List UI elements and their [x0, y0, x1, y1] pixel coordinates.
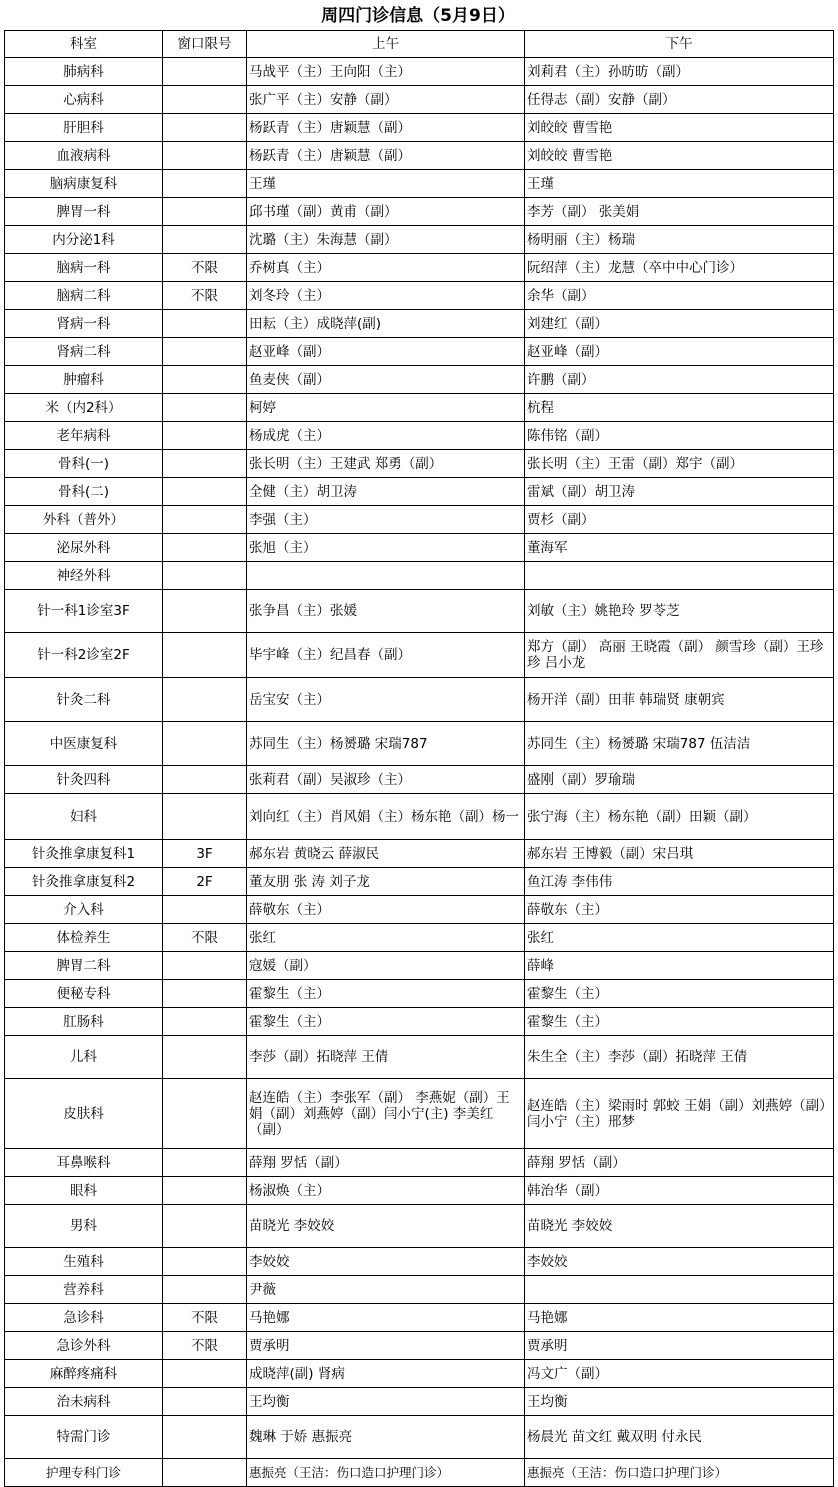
- schedule-body: [5, 58, 834, 1487]
- am-cell: 薛翔 罗恬（副）: [247, 1149, 525, 1177]
- window-cell: [163, 1079, 247, 1149]
- dept-cell: 骨科(二): [5, 478, 163, 506]
- dept-cell: 肿瘤科: [5, 366, 163, 394]
- am-cell: 杨跃青（主）唐颖慧（副）: [247, 142, 525, 170]
- window-cell: [163, 952, 247, 980]
- window-cell: [163, 534, 247, 562]
- dept-cell: 男科: [5, 1205, 163, 1248]
- am-cell: 李强（主）: [247, 506, 525, 534]
- pm-cell: 李姣姣: [525, 1248, 834, 1276]
- table-row: [5, 366, 834, 394]
- window-cell: [163, 114, 247, 142]
- dept-cell: 针灸推拿康复科1: [5, 840, 163, 868]
- pm-cell: 杨晨光 苗文红 戴双明 付永民: [525, 1416, 834, 1459]
- table-row: [5, 170, 834, 198]
- pm-cell: 杭程: [525, 394, 834, 422]
- table-row: [5, 142, 834, 170]
- window-cell: 不限: [163, 282, 247, 310]
- window-cell: [163, 1205, 247, 1248]
- window-cell: [163, 633, 247, 678]
- window-cell: [163, 394, 247, 422]
- schedule-table: [4, 30, 834, 1487]
- window-cell: [163, 590, 247, 633]
- pm-cell: 任得志（副）安静（副）: [525, 86, 834, 114]
- dept-cell: 眼科: [5, 1177, 163, 1205]
- pm-cell: 王瑾: [525, 170, 834, 198]
- dept-cell: 脑病二科: [5, 282, 163, 310]
- pm-cell: 盛刚（副）罗瑜瑞: [525, 766, 834, 794]
- pm-cell: 霍黎生（主）: [525, 980, 834, 1008]
- am-cell: 张红: [247, 924, 525, 952]
- am-cell: 张争昌（主）张媛: [247, 590, 525, 633]
- dept-cell: 针灸二科: [5, 678, 163, 722]
- table-row: [5, 58, 834, 86]
- dept-cell: 营养科: [5, 1276, 163, 1304]
- am-cell: 马艳娜: [247, 1304, 525, 1332]
- window-cell: [163, 1360, 247, 1388]
- am-cell: 张长明（主）王建武 郑勇（副）: [247, 450, 525, 478]
- dept-cell: 体检养生: [5, 924, 163, 952]
- am-cell: 邱书瑾（副）黄甫（副）: [247, 198, 525, 226]
- pm-cell: 刘皎皎 曹雪艳: [525, 114, 834, 142]
- am-cell: 寇媛（副）: [247, 952, 525, 980]
- dept-cell: 耳鼻喉科: [5, 1149, 163, 1177]
- dept-cell: 针灸四科: [5, 766, 163, 794]
- am-cell: 苗晓光 李姣姣: [247, 1205, 525, 1248]
- am-cell: 鱼麦侠（副）: [247, 366, 525, 394]
- am-cell: 赵连皓（主）李张军（副） 李燕妮（副）王娟（副）刘燕婷（副）闫小宁(主) 李美红（副）: [247, 1079, 525, 1149]
- pm-cell: 赵亚峰（副）: [525, 338, 834, 366]
- table-row: [5, 1248, 834, 1276]
- pm-cell: 许鹏（副）: [525, 366, 834, 394]
- table-row: [5, 633, 834, 678]
- table-row: [5, 86, 834, 114]
- window-cell: [163, 678, 247, 722]
- window-cell: [163, 170, 247, 198]
- table-row: [5, 1177, 834, 1205]
- pm-cell: 郝东岩 王博毅（副）宋吕琪: [525, 840, 834, 868]
- window-cell: [163, 86, 247, 114]
- pm-cell: 贾杉（副）: [525, 506, 834, 534]
- pm-cell: 杨明丽（主）杨瑞: [525, 226, 834, 254]
- am-cell: 毕宇峰（主）纪昌春（副）: [247, 633, 525, 678]
- table-row: [5, 590, 834, 633]
- pm-cell: 刘建红（副）: [525, 310, 834, 338]
- am-cell: 王瑾: [247, 170, 525, 198]
- table-row: [5, 114, 834, 142]
- table-row: [5, 1459, 834, 1487]
- dept-cell: 中医康复科: [5, 722, 163, 766]
- dept-cell: 肾病一科: [5, 310, 163, 338]
- dept-cell: 脑病康复科: [5, 170, 163, 198]
- am-cell: 李姣姣: [247, 1248, 525, 1276]
- table-row: [5, 562, 834, 590]
- dept-cell: 心病科: [5, 86, 163, 114]
- dept-cell: 骨科(一): [5, 450, 163, 478]
- window-cell: [163, 980, 247, 1008]
- table-row: [5, 1036, 834, 1079]
- am-cell: 郝东岩 黄晓云 薛淑民: [247, 840, 525, 868]
- pm-cell: 冯文广（副）: [525, 1360, 834, 1388]
- window-cell: [163, 450, 247, 478]
- pm-cell: 赵连皓（主）梁雨时 郭蛟 王娟（副）刘燕婷（副）闫小宁（主）邢梦: [525, 1079, 834, 1149]
- header-row: [5, 31, 834, 58]
- window-cell: [163, 198, 247, 226]
- am-cell: 杨淑焕（主）: [247, 1177, 525, 1205]
- dept-cell: 儿科: [5, 1036, 163, 1079]
- window-cell: [163, 794, 247, 840]
- window-cell: [163, 766, 247, 794]
- pm-cell: 薛翔 罗恬（副）: [525, 1149, 834, 1177]
- dept-cell: 急诊外科: [5, 1332, 163, 1360]
- table-row: [5, 226, 834, 254]
- dept-cell: 肺病科: [5, 58, 163, 86]
- table-row: [5, 534, 834, 562]
- table-row: [5, 868, 834, 896]
- pm-cell: 陈伟铭（副）: [525, 422, 834, 450]
- pm-cell: 张红: [525, 924, 834, 952]
- pm-cell: 薛峰: [525, 952, 834, 980]
- window-cell: [163, 366, 247, 394]
- table-row: [5, 1416, 834, 1459]
- window-cell: [163, 1416, 247, 1459]
- table-row: [5, 896, 834, 924]
- pm-cell: 马艳娜: [525, 1304, 834, 1332]
- dept-cell: 急诊科: [5, 1304, 163, 1332]
- pm-cell: 张长明（主）王雷（副）郑宇（副）: [525, 450, 834, 478]
- table-row: [5, 1079, 834, 1149]
- dept-cell: 生殖科: [5, 1248, 163, 1276]
- window-cell: [163, 1177, 247, 1205]
- window-cell: [163, 142, 247, 170]
- pm-cell: 贾承明: [525, 1332, 834, 1360]
- dept-cell: 脾胃二科: [5, 952, 163, 980]
- pm-cell: 韩治华（副）: [525, 1177, 834, 1205]
- table-row: [5, 506, 834, 534]
- pm-cell: [525, 562, 834, 590]
- pm-cell: 朱生全（主）李莎（副）拓晓萍 王倩: [525, 1036, 834, 1079]
- page-title: 周四门诊信息（5月9日）: [321, 6, 515, 26]
- table-row: [5, 1388, 834, 1416]
- am-cell: 霍黎生（主）: [247, 980, 525, 1008]
- dept-cell: 治未病科: [5, 1388, 163, 1416]
- dept-cell: 神经外科: [5, 562, 163, 590]
- am-cell: 张旭（主）: [247, 534, 525, 562]
- am-cell: 薛敬东（主）: [247, 896, 525, 924]
- window-cell: [163, 1149, 247, 1177]
- table-row: [5, 722, 834, 766]
- table-row: [5, 394, 834, 422]
- pm-cell: 杨开洋（副）田菲 韩瑞贤 康朝宾: [525, 678, 834, 722]
- window-cell: [163, 226, 247, 254]
- table-row: [5, 422, 834, 450]
- pm-cell: 鱼江涛 李伟伟: [525, 868, 834, 896]
- am-cell: 成晓萍(副) 肾病: [247, 1360, 525, 1388]
- pm-cell: 霍黎生（主）: [525, 1008, 834, 1036]
- pm-cell: 李芳（副） 张美娟: [525, 198, 834, 226]
- am-cell: 马战平（主）王向阳（主）: [247, 58, 525, 86]
- pm-cell: 苗晓光 李姣姣: [525, 1205, 834, 1248]
- dept-cell: 泌尿外科: [5, 534, 163, 562]
- dept-cell: 介入科: [5, 896, 163, 924]
- am-cell: 魏琳 于娇 惠振亮: [247, 1416, 525, 1459]
- am-cell: 王均衡: [247, 1388, 525, 1416]
- window-cell: [163, 478, 247, 506]
- dept-cell: 特需门诊: [5, 1416, 163, 1459]
- window-cell: [163, 722, 247, 766]
- pm-cell: 董海军: [525, 534, 834, 562]
- dept-cell: 米（内2科）: [5, 394, 163, 422]
- table-row: [5, 478, 834, 506]
- table-row: [5, 254, 834, 282]
- table-row: [5, 450, 834, 478]
- am-cell: 贾承明: [247, 1332, 525, 1360]
- am-cell: 杨跃青（主）唐颖慧（副）: [247, 114, 525, 142]
- table-row: [5, 1332, 834, 1360]
- am-cell: 田耘（主）成晓萍(副): [247, 310, 525, 338]
- window-cell: [163, 1036, 247, 1079]
- dept-cell: 肾病二科: [5, 338, 163, 366]
- am-cell: 杨成虎（主）: [247, 422, 525, 450]
- pm-cell: 刘莉君（主）孙昉昉（副）: [525, 58, 834, 86]
- table-row: [5, 1304, 834, 1332]
- window-cell: [163, 562, 247, 590]
- window-cell: [163, 506, 247, 534]
- header-pm: 下午: [525, 31, 834, 58]
- dept-cell: 护理专科门诊: [5, 1459, 163, 1487]
- window-cell: [163, 310, 247, 338]
- window-cell: [163, 58, 247, 86]
- header-am: 上午: [247, 31, 525, 58]
- window-cell: [163, 1248, 247, 1276]
- pm-cell: 郑方（副） 高丽 王晓霞（副） 颜雪珍（副）王珍珍 吕小龙: [525, 633, 834, 678]
- am-cell: 岳宝安（主）: [247, 678, 525, 722]
- dept-cell: 脑病一科: [5, 254, 163, 282]
- table-row: [5, 1360, 834, 1388]
- dept-cell: 血液病科: [5, 142, 163, 170]
- dept-cell: 麻醉疼痛科: [5, 1360, 163, 1388]
- am-cell: 刘向红（主）肖风娟（主）杨东艳（副）杨一: [247, 794, 525, 840]
- pm-cell: 雷斌（副）胡卫涛: [525, 478, 834, 506]
- am-cell: 全健（主）胡卫涛: [247, 478, 525, 506]
- dept-cell: 皮肤科: [5, 1079, 163, 1149]
- table-row: [5, 840, 834, 868]
- table-row: [5, 1276, 834, 1304]
- dept-cell: 外科（普外）: [5, 506, 163, 534]
- table-row: [5, 952, 834, 980]
- am-cell: 张广平（主）安静（副）: [247, 86, 525, 114]
- pm-cell: 张宁海（主）杨东艳（副）田颖（副）: [525, 794, 834, 840]
- table-row: [5, 1008, 834, 1036]
- dept-cell: 针灸推拿康复科2: [5, 868, 163, 896]
- window-cell: 不限: [163, 254, 247, 282]
- pm-cell: 余华（副）: [525, 282, 834, 310]
- dept-cell: 针一科2诊室2F: [5, 633, 163, 678]
- pm-cell: 惠振亮（王洁：伤口造口护理门诊）: [525, 1459, 834, 1487]
- am-cell: 乔树真（主）: [247, 254, 525, 282]
- am-cell: 柯婷: [247, 394, 525, 422]
- window-cell: 3F: [163, 840, 247, 868]
- am-cell: 李莎（副）拓晓萍 王倩: [247, 1036, 525, 1079]
- am-cell: [247, 562, 525, 590]
- window-cell: [163, 1008, 247, 1036]
- dept-cell: 肛肠科: [5, 1008, 163, 1036]
- am-cell: 赵亚峰（副）: [247, 338, 525, 366]
- window-cell: 不限: [163, 1332, 247, 1360]
- dept-cell: 内分泌1科: [5, 226, 163, 254]
- am-cell: 刘冬玲（主）: [247, 282, 525, 310]
- am-cell: 沈璐（主）朱海慧（副）: [247, 226, 525, 254]
- header-window: 窗口限号: [163, 31, 247, 58]
- pm-cell: [525, 1276, 834, 1304]
- table-row: [5, 338, 834, 366]
- am-cell: 董友朋 张 涛 刘子龙: [247, 868, 525, 896]
- window-cell: [163, 1459, 247, 1487]
- window-cell: 不限: [163, 924, 247, 952]
- header-dept: 科室: [5, 31, 163, 58]
- dept-cell: 脾胃一科: [5, 198, 163, 226]
- table-row: [5, 282, 834, 310]
- pm-cell: 刘敏（主）姚艳玲 罗苓芝: [525, 590, 834, 633]
- window-cell: [163, 1388, 247, 1416]
- window-cell: [163, 1276, 247, 1304]
- am-cell: 张莉君（副）吴淑珍（主）: [247, 766, 525, 794]
- table-row: [5, 1149, 834, 1177]
- dept-cell: 肝胆科: [5, 114, 163, 142]
- window-cell: 2F: [163, 868, 247, 896]
- table-row: [5, 1205, 834, 1248]
- window-cell: [163, 338, 247, 366]
- table-row: [5, 766, 834, 794]
- table-row: [5, 980, 834, 1008]
- pm-cell: 苏同生（主）杨赟璐 宋瑞787 伍洁洁: [525, 722, 834, 766]
- am-cell: 霍黎生（主）: [247, 1008, 525, 1036]
- window-cell: [163, 896, 247, 924]
- window-cell: [163, 422, 247, 450]
- pm-cell: 王均衡: [525, 1388, 834, 1416]
- am-cell: 惠振亮（王洁：伤口造口护理门诊）: [247, 1459, 525, 1487]
- pm-cell: 刘皎皎 曹雪艳: [525, 142, 834, 170]
- am-cell: 苏同生（主）杨赟璐 宋瑞787: [247, 722, 525, 766]
- pm-cell: 薛敬东（主）: [525, 896, 834, 924]
- dept-cell: 老年病科: [5, 422, 163, 450]
- am-cell: 尹薇: [247, 1276, 525, 1304]
- dept-cell: 便秘专科: [5, 980, 163, 1008]
- table-row: [5, 794, 834, 840]
- dept-cell: 妇科: [5, 794, 163, 840]
- table-row: [5, 678, 834, 722]
- table-row: [5, 198, 834, 226]
- window-cell: 不限: [163, 1304, 247, 1332]
- table-row: [5, 924, 834, 952]
- pm-cell: 阮绍萍（主）龙慧（卒中中心门诊）: [525, 254, 834, 282]
- table-row: [5, 310, 834, 338]
- dept-cell: 针一科1诊室3F: [5, 590, 163, 633]
